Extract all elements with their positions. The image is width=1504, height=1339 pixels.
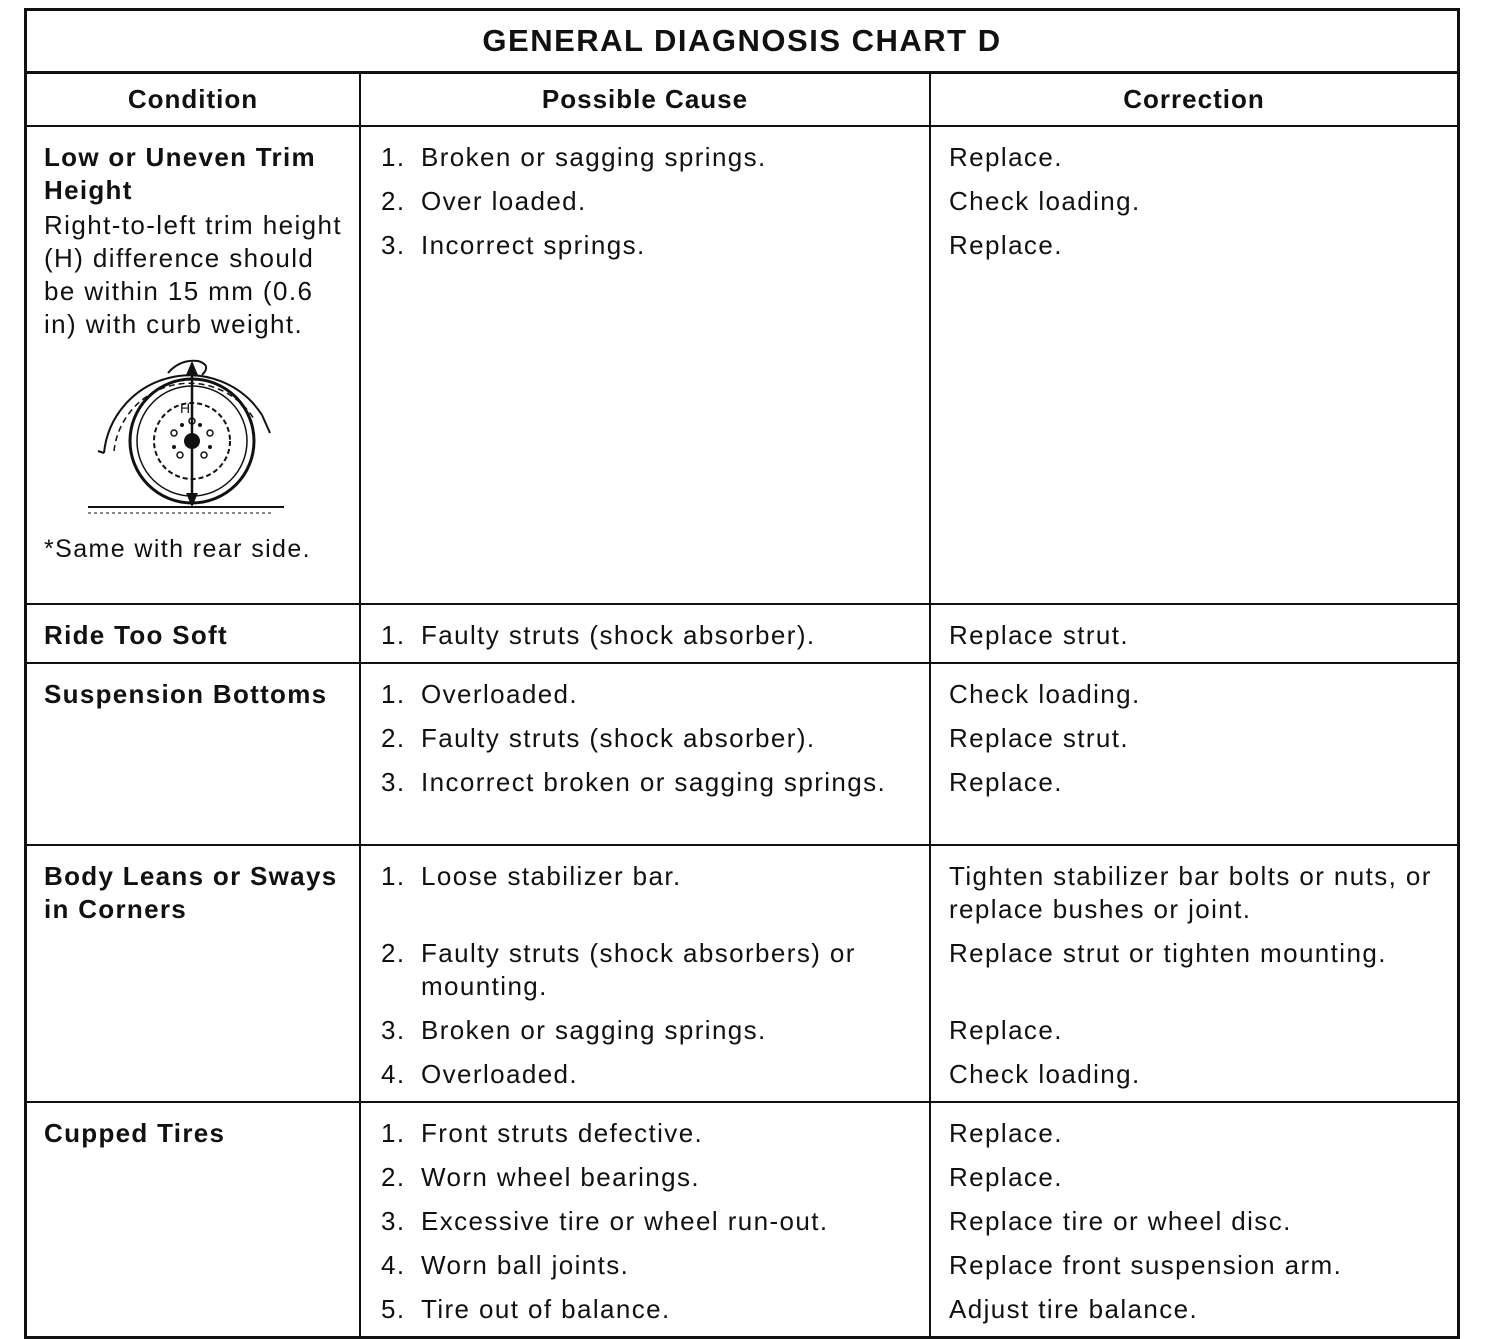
cause-text: Over loaded.	[421, 186, 587, 216]
cause-number: 2.	[381, 938, 406, 968]
cause-item	[381, 141, 923, 174]
cause-item	[381, 937, 923, 1003]
condition-cell	[27, 126, 360, 604]
cause-text: Loose stabilizer bar.	[421, 861, 682, 891]
correction-cell	[930, 126, 1457, 604]
cause-number: 2.	[381, 723, 406, 753]
condition-title: Body Leans or Sways in Corners	[44, 861, 338, 924]
correction-item: Replace strut.	[949, 723, 1130, 753]
condition-title: Ride Too Soft	[44, 620, 228, 650]
cause-cell	[360, 604, 930, 663]
cause-text: Broken or sagging springs.	[421, 142, 767, 172]
condition-cell	[27, 1102, 360, 1336]
cause-cell	[360, 1102, 930, 1336]
cause-text: Front struts defective.	[421, 1118, 704, 1148]
table-row	[27, 845, 1457, 1102]
cause-text: Overloaded.	[421, 679, 579, 709]
cause-text: Tire out of balance.	[421, 1294, 671, 1324]
correction-cell	[930, 845, 1457, 1102]
cause-item	[381, 1249, 923, 1282]
cause-item	[381, 1161, 923, 1194]
cause-number: 3.	[381, 1015, 406, 1045]
cause-item	[381, 1058, 923, 1091]
cause-item	[381, 1014, 923, 1047]
correction-item: Replace strut or tighten mounting.	[949, 938, 1387, 968]
correction-item: Replace front suspension arm.	[949, 1250, 1343, 1280]
cause-item	[381, 678, 923, 711]
cause-number: 1.	[381, 679, 406, 709]
cause-number: 1.	[381, 1118, 406, 1148]
cause-text: Overloaded.	[421, 1059, 579, 1089]
cause-item	[381, 860, 923, 926]
cause-number: 3.	[381, 230, 406, 260]
trim-height-diagram	[84, 355, 304, 525]
cause-item	[381, 1205, 923, 1238]
correction-item: Check loading.	[949, 679, 1141, 709]
cause-text: Faulty struts (shock absorbers) or mounting.	[421, 938, 856, 1001]
cause-number: 2.	[381, 1162, 406, 1192]
cause-text: Faulty struts (shock absorber).	[421, 723, 816, 753]
cause-number: 2.	[381, 186, 406, 216]
cause-number: 3.	[381, 767, 406, 797]
condition-footnote: *Same with rear side.	[44, 535, 311, 563]
cause-text: Worn wheel bearings.	[421, 1162, 700, 1192]
correction-item: Replace strut.	[949, 620, 1130, 650]
cause-item	[381, 1117, 923, 1150]
diagnosis-table	[27, 74, 1457, 1336]
cause-text: Incorrect springs.	[421, 230, 646, 260]
correction-cell	[930, 604, 1457, 663]
condition-note: Right-to-left trim height (H) difference should be within 15 mm (0.6 in) with curb weight.	[44, 210, 342, 339]
correction-item: Check loading.	[949, 1059, 1141, 1089]
cause-item	[381, 1293, 923, 1326]
condition-title: Cupped Tires	[44, 1118, 226, 1148]
cause-item	[381, 229, 923, 262]
table-row	[27, 604, 1457, 663]
condition-cell	[27, 663, 360, 845]
header-possible-cause: Possible Cause	[360, 74, 930, 126]
cause-text: Worn ball joints.	[421, 1250, 630, 1280]
correction-item: Replace.	[949, 230, 1063, 260]
cause-number: 4.	[381, 1059, 406, 1089]
cause-number: 1.	[381, 142, 406, 172]
height-label: H	[180, 400, 192, 416]
cause-text: Faulty struts (shock absorber).	[421, 620, 816, 650]
cause-item	[381, 766, 923, 799]
correction-item: Tighten stabilizer bar bolts or nuts, or replace bushes or joint.	[949, 861, 1432, 924]
correction-item: Replace.	[949, 767, 1063, 797]
correction-item: Replace.	[949, 1015, 1063, 1045]
cause-text: Excessive tire or wheel run-out.	[421, 1206, 829, 1236]
correction-item: Adjust tire balance.	[949, 1294, 1199, 1324]
cause-number: 1.	[381, 861, 406, 891]
condition-title: Suspension Bottoms	[44, 679, 328, 709]
diagnosis-chart	[24, 8, 1460, 1339]
cause-number: 5.	[381, 1294, 406, 1324]
table-row	[27, 663, 1457, 845]
wheel-diagram-icon	[84, 355, 304, 525]
table-row	[27, 126, 1457, 604]
cause-item	[381, 722, 923, 755]
condition-cell	[27, 604, 360, 663]
correction-cell	[930, 1102, 1457, 1336]
correction-item: Replace.	[949, 1162, 1063, 1192]
condition-cell	[27, 845, 360, 1102]
cause-number: 3.	[381, 1206, 406, 1236]
header-condition: Condition	[27, 74, 360, 126]
correction-item: Replace.	[949, 1118, 1063, 1148]
cause-item	[381, 185, 923, 218]
condition-title: Low or Uneven Trim Height	[44, 142, 316, 205]
cause-text: Incorrect broken or sagging springs.	[421, 767, 887, 797]
correction-item: Check loading.	[949, 186, 1141, 216]
cause-item	[381, 619, 923, 652]
cause-number: 1.	[381, 620, 406, 650]
header-row	[27, 74, 1457, 126]
correction-cell	[930, 663, 1457, 845]
chart-title: GENERAL DIAGNOSIS CHART D	[27, 11, 1457, 74]
cause-cell	[360, 845, 930, 1102]
cause-cell	[360, 663, 930, 845]
header-correction: Correction	[930, 74, 1457, 126]
cause-cell	[360, 126, 930, 604]
correction-item: Replace tire or wheel disc.	[949, 1206, 1292, 1236]
table-row	[27, 1102, 1457, 1336]
cause-number: 4.	[381, 1250, 406, 1280]
correction-item: Replace.	[949, 142, 1063, 172]
cause-text: Broken or sagging springs.	[421, 1015, 767, 1045]
